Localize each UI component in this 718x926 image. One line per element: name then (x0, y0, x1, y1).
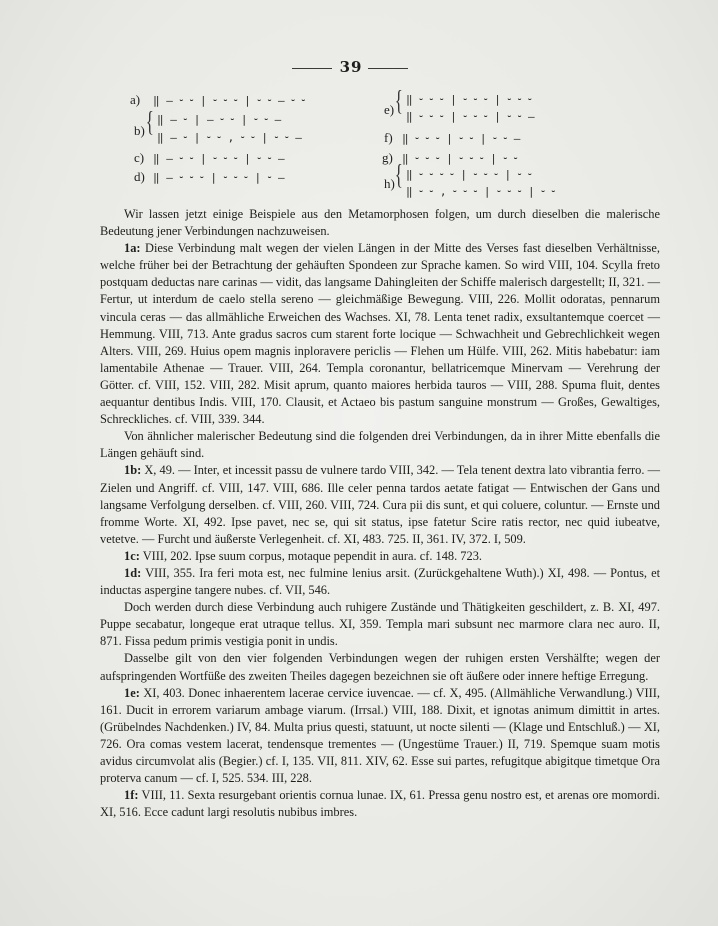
paragraph-1f-text: VIII, 11. Sexta resurgebant orientis cornua lunae. IX, 61. Pressa genu nostro est, et arenas ore momordi. XI, 516. Ecce cadunt largi resolutis nubibus imbres. (100, 788, 660, 820)
intro-paragraph: Wir lassen jetzt einige Beispiele aus den Metamorphosen folgen, um durch dieselben die malerische Bedeutung jener Verbindungen nachzuweisen. (100, 207, 660, 239)
paragraph-1d (100, 565, 660, 599)
section-ref-1f: 1f: (124, 788, 139, 803)
scheme-e-line-1: ‖ ⏑ ⏑ ⏑ | ⏑ ⏑ ⏑ | ⏑ ⏑ ⏑ (406, 93, 532, 106)
scheme-b-line-2: ‖ ‒ ⏑ | ⏑ ⏑ , ⏑ ⏑ | ⏑ ⏑ ‒ (157, 131, 302, 144)
header-rule-left (292, 68, 332, 69)
scheme-label-a: a) (130, 92, 141, 107)
paragraph-1a (100, 240, 660, 428)
paragraph-1b (100, 462, 660, 547)
scheme-g-line-1: ‖ ⏑ ⏑ ⏑ | ⏑ ⏑ ⏑ | ⏑ ⏑ (402, 152, 518, 165)
paragraph-1b-text: X, 49. — Inter, et incessit passu de vulnere tardo VIII, 342. — Tela tenent dextra lato vibrantia ferro. — Zielen und Angriff. cf. VIII, 147. VIII, 686. Ille celer penna tardos aetate fatigat — Entwischen der Gans und langsame Verfolgung derselben. cf. VIII, 260. VIII, 724. Cura pii dis sunt, et qui coluere, coluntur. — Ernste und fromme Worte. XI, 492. Ipse pavet, nec se, qui sit status, ipse fatetur Scire ratis rector, nec quid iubeatve, vetetve. — Furcht und äußerste Verlegenheit. cf. XI, 483. 725. II, 361. IV, 372. I, 509. (100, 463, 660, 546)
scheme-f-line-1: ‖ ⏑ ⏑ ⏑ | ⏑ ⏑ | ⏑ ⏑ ‒ (402, 132, 521, 145)
paragraph-1e-intro: Dasselbe gilt von den vier folgenden Verbindungen wegen der ruhigen ersten Vershälfte; wegen der aufspringenden Wortfüße des zweiten Theiles dagegen bezeichnen sie oft äußere oder innere heftige Erregung. (100, 651, 660, 683)
scheme-e-line-2: ‖ ⏑ ⏑ ⏑ | ⏑ ⏑ ⏑ | ⏑ ⏑ ‒ (406, 110, 535, 123)
scheme-h-line-2: ‖ ⏑ ⏑ , ⏑ ⏑ ⏑ | ⏑ ⏑ ⏑ | ⏑ ⏑ (406, 185, 556, 198)
scheme-label-c: c) (134, 150, 145, 165)
scheme-label-e: e) (384, 102, 395, 117)
scheme-label-f: f) (384, 130, 393, 145)
scheme-c-line-1: ‖ ‒ ⏑ ⏑ | ⏑ ⏑ ⏑ | ⏑ ⏑ ‒ (153, 152, 285, 165)
scheme-d-line-1: ‖ ‒ ⏑ ⏑ ⏑ | ⏑ ⏑ ⏑ | ⏑ ‒ (153, 171, 285, 184)
paragraph-1e-text: XI, 403. Donec inhaerentem lacerae cervice iuvencae. — cf. X, 495. (Allmähliche Verwandlung.) VIII, 161. Ducit in errorem variarum ambage viarum. (Irrsal.) VIII, 188. Dixit, et ignotas animum dimittit in artes. (Grübelndes Nachdenken.) IV, 84. Multa prius questi, statuunt, ut nocte silenti — (Klage und Entschluß.) — XI, 726. Ora comas vestem lacerat, tendensque trementes — (Ungestüme Trauer.) II, 719. Spemque suam motis avidus circumvolat alis (Begier.) cf. I, 135. VII, 811. XIV, 62. Esse sui partes, refugitque abigitque timetque Ora proterva canum — cf. I, 525. 534. III, 228. (100, 685, 660, 786)
scheme-label-b: b) (134, 123, 145, 138)
scheme-a-line-1: ‖ ‒ ⏑ ⏑ | ⏑ ⏑ ⏑ | ⏑ ⏑ ‒ ⏑ ⏑ (153, 94, 306, 107)
scheme-e-brace-icon: { (394, 86, 403, 117)
scheme-label-g: g) (382, 150, 393, 165)
paragraph-1d-text: VIII, 355. Ira feri mota est, nec fulmine lenius arsit. (Zurückgehaltene Wuth).) XI, 498. — Pontus, et inductas aspergine tangere nubes. cf. VII, 546. (100, 565, 661, 598)
section-ref-1c: 1c: (124, 548, 140, 563)
page-header (0, 56, 718, 80)
page-number: 39 (339, 58, 363, 76)
paragraph-1c (100, 548, 660, 565)
paragraph-1a-text: Diese Verbindung malt wegen der vielen Längen in der Mitte des Verses fast dieselben Verhältnisse, welche früher bei der Betrachtung der gehäuften Spondeen zur Sprache kamen. So wird VIII, 104. Scylla freto postquam deductas nare carinas — vidit, das langsame Dahingleiten der Schiffe malerisch dargestellt; II, 321. — Fertur, ut interdum de caelo stella sereno — gleichmäßige Bewegung. VIII, 226. Mollit odoratas, pennarum vincula ceras — das allmähliche Erweichen des Wachses. XI, 78. Lenta tenet radix, exsultantemque coercet — Hemmung. VIII, 713. Ante gradus sacros cum starent forte locique — Schwachheit und Gebrechlichkeit wegen Alters. VIII, 269. Huius opem magnis inploravere periclis — Flehen um Hülfe. VIII, 262. Mitis habebatur: iam lamentabile Athenae — Trauer. VIII, 264. Templa coronantur, bellatricemque Minervam — Verehrung der Götter. cf. VIII, 152. VIII, 282. Misit aprum, quanto maiores herbida tauros — VIII, 288. Spuma fluit, dentes aequantur dentibus Indis. VIII, 170. Clausit, et Actaeo bis pastum sanguine monstrum — Großes, Gewaltiges, Schreckliches. cf. VIII, 339. 344. (100, 241, 660, 427)
section-ref-1d: 1d: (124, 565, 142, 580)
section-ref-1b: 1b: (124, 463, 142, 478)
scheme-b-line-1: ‖ ‒ ⏑ | ‒ ⏑ ⏑ | ⏑ ⏑ ‒ (157, 113, 282, 126)
paragraph-1e (100, 685, 660, 788)
scheme-b-brace-icon: { (145, 107, 154, 138)
scheme-h-brace-icon: { (394, 160, 403, 191)
paragraph-1d-end: Doch werden durch diese Verbindung auch ruhigere Zustände und Thätigkeiten geschildert, z. B. XI, 497. Puppe secabatur, longeque erat utraque tellus. XI, 359. Templa mari subsunt nec marmore clara nec auro. II, 871. Fissa pedum primis vestigia ponit in undis. (100, 600, 660, 649)
section-ref-1a: 1a: (124, 241, 141, 256)
section-ref-1e: 1e: (124, 685, 140, 700)
scheme-h-line-1: ‖ ⏑ ⏑ ⏑ ⏑ | ⏑ ⏑ ⏑ | ⏑ ⏑ (406, 168, 532, 181)
paragraph-1f (100, 787, 660, 821)
scheme-label-d: d) (134, 169, 145, 184)
paragraph-1a-end: Von ähnlicher malerischer Bedeutung sind die folgenden drei Verbindungen, da in ihrer Mitte ebenfalls die Längen gehäuft sind. (100, 429, 660, 461)
paragraph-1c-text: VIII, 202. Ipse suum corpus, motaque pependit in aura. cf. 148. 723. (142, 548, 482, 563)
body-text (100, 206, 660, 821)
header-rule-right (368, 68, 408, 69)
scheme-label-h: h) (384, 176, 395, 191)
